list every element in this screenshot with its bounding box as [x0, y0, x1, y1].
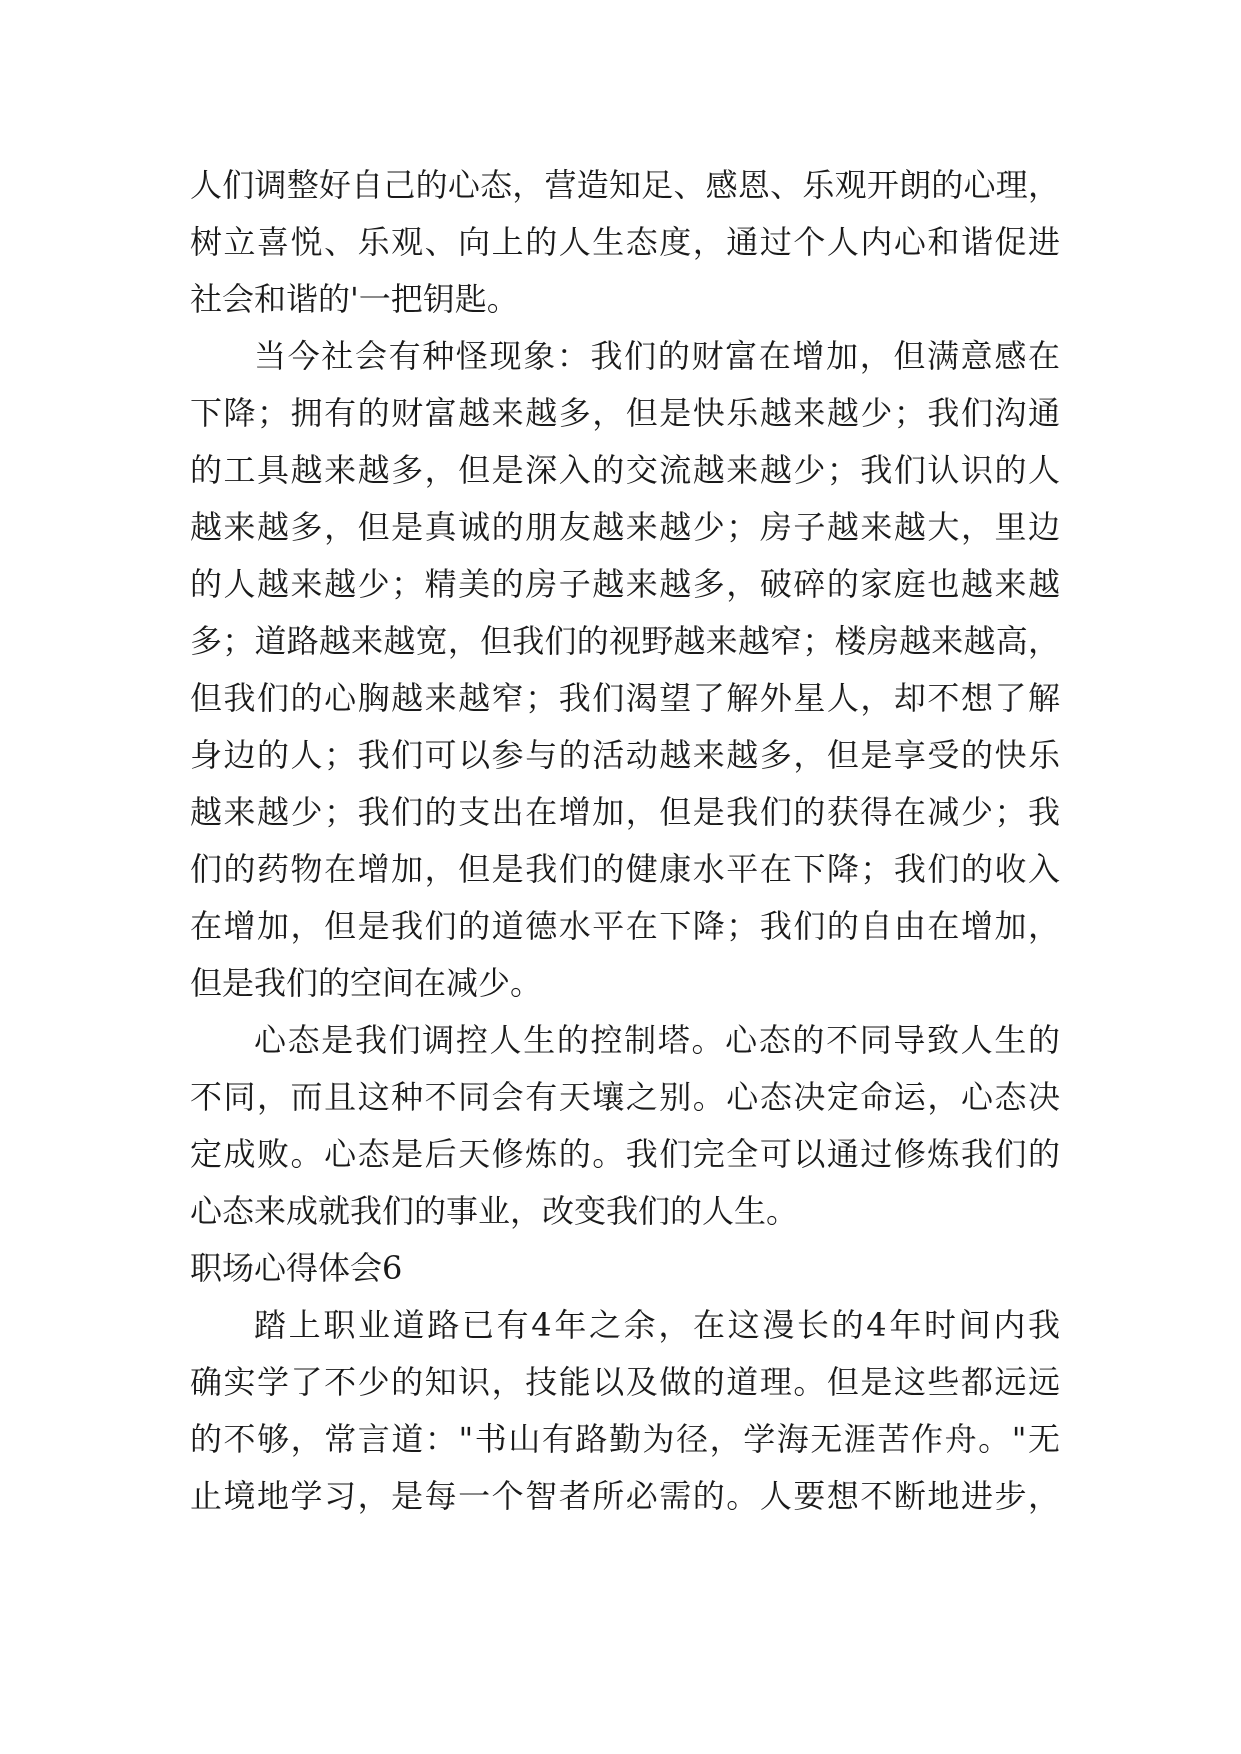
paragraph-line: 当今社会有种怪现象：我们的财富在增加，但满意感在 — [254, 337, 1060, 375]
paragraph-line: 们的药物在增加，但是我们的健康水平在下降；我们的收入 — [190, 850, 1060, 888]
paragraph-line: 但是我们的空间在减少。 — [190, 964, 543, 1002]
paragraph-line: 但我们的心胸越来越窄；我们渴望了解外星人，却不想了解 — [190, 679, 1060, 717]
paragraph-line: 踏上职业道路已有4年之余，在这漫长的4年时间内我 — [254, 1306, 1060, 1344]
paragraph-line: 越来越多，但是真诚的朋友越来越少；房子越来越大，里边 — [190, 508, 1060, 546]
paragraph-line: 心态是我们调控人生的控制塔。心态的不同导致人生的 — [254, 1021, 1060, 1059]
paragraph-line: 确实学了不少的知识，技能以及做的道理。但是这些都远远 — [190, 1363, 1060, 1401]
paragraph-line: 的不够，常言道："书山有路勤为径，学海无涯苦作舟。"无 — [190, 1420, 1060, 1458]
paragraph-line: 身边的人；我们可以参与的活动越来越多，但是享受的快乐 — [190, 736, 1060, 774]
paragraph-line: 多；道路越来越宽，但我们的视野越来越窄；楼房越来越高， — [190, 622, 1060, 660]
paragraph-line: 定成败。心态是后天修炼的。我们完全可以通过修炼我们的 — [190, 1135, 1060, 1173]
paragraph-line: 人们调整好自己的心态，营造知足、感恩、乐观开朗的心理， — [190, 166, 1060, 204]
paragraph-line: 心态来成就我们的事业，改变我们的人生。 — [190, 1192, 799, 1230]
paragraph-line: 越来越少；我们的支出在增加，但是我们的获得在减少；我 — [190, 793, 1060, 831]
paragraph-line: 下降；拥有的财富越来越多，但是快乐越来越少；我们沟通 — [190, 394, 1060, 432]
paragraph-line: 的工具越来越多，但是深入的交流越来越少；我们认识的人 — [190, 451, 1060, 489]
paragraph-line: 树立喜悦、乐观、向上的人生态度，通过个人内心和谐促进 — [190, 223, 1060, 261]
paragraph-line: 的人越来越少；精美的房子越来越多，破碎的家庭也越来越 — [190, 565, 1060, 603]
paragraph-line: 在增加，但是我们的道德水平在下降；我们的自由在增加， — [190, 907, 1060, 945]
section-heading: 职场心得体会6 — [190, 1249, 403, 1287]
paragraph-line: 不同，而且这种不同会有天壤之别。心态决定命运，心态决 — [190, 1078, 1060, 1116]
paragraph-line: 止境地学习，是每一个智者所必需的。人要想不断地进步， — [190, 1477, 1060, 1515]
paragraph-line: 社会和谐的'一把钥匙。 — [190, 280, 519, 318]
